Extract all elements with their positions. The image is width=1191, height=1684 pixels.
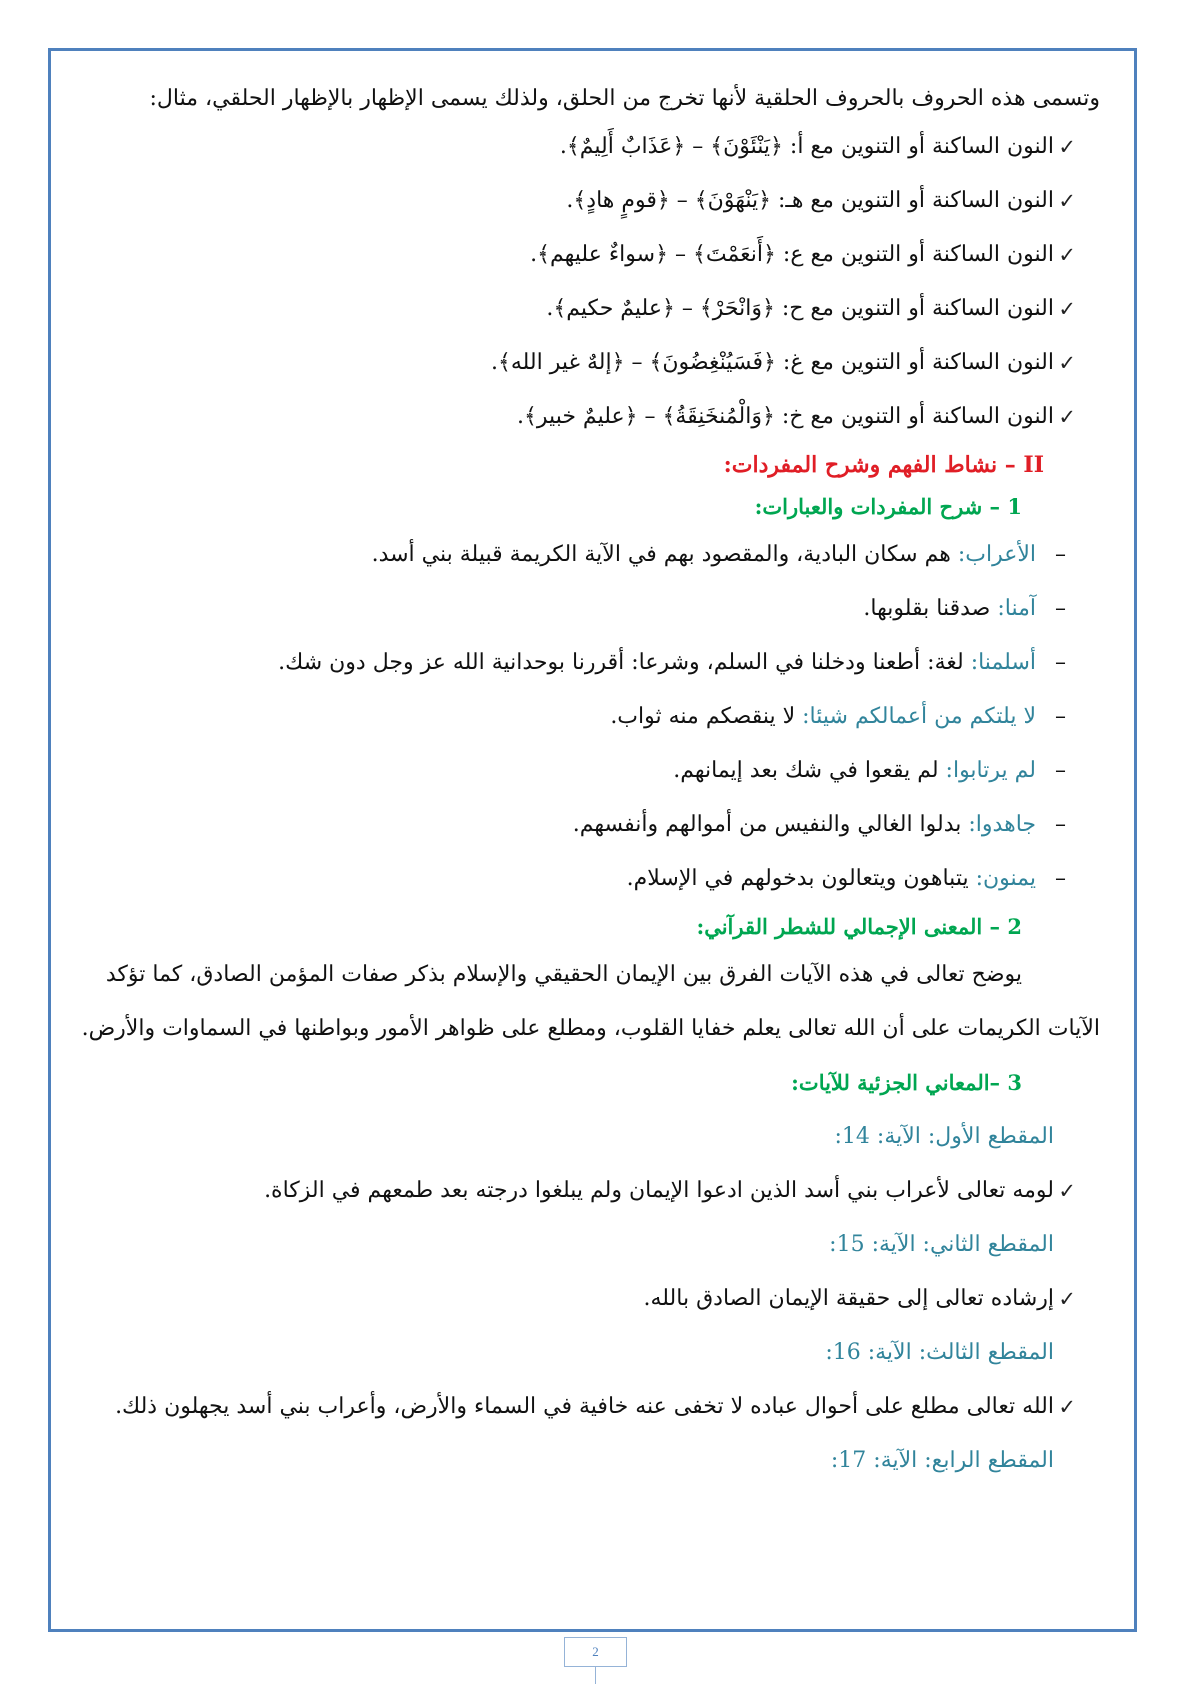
list-item: ✓ النون الساكنة أو التنوين مع غ: ﴿فَسَيُنْغِضُونَ﴾ – ﴿إلهٌ غير الله﴾. [80,336,1100,390]
page-number-stem [595,1667,596,1684]
check-icon: ✓ [1058,135,1076,159]
summary-paragraph: يوضح تعالى في هذه الآيات الفرق بين الإيمان الحقيقي والإسلام بذكر صفات المؤمن الصادق، كما تؤكد [105,962,1022,987]
subsection-heading: 3 –المعاني الجزئية للآيات: [791,1070,1022,1095]
vocab-term: آمنا: [997,596,1036,621]
vocab-item: – لم يرتابوا: لم يقعوا في شك بعد إيمانهم. [673,758,1066,783]
document-body [80,78,1100,1488]
subsection-heading: 2 – المعنى الإجمالي للشطر القرآني: [696,914,1022,939]
segment-label: المقطع الأول: الآية: 14: [834,1124,1054,1149]
list-item: ✓ النون الساكنة أو التنوين مع أ: ﴿يَنْئَوْنَ﴾ – ﴿عَذَابٌ أَلِيمٌ﴾. [80,120,1100,174]
vocab-term: لا يلتكم من أعمالكم شيئا: [802,704,1036,729]
vocab-item: – يمنون: يتباهون ويتعالون بدخولهم في الإسلام. [626,866,1066,891]
list-item: ✓ الله تعالى مطلع على أحوال عباده لا تخفى عنه خافية في السماء والأرض، وأعراب بني أسد يجهلون ذلك. [80,1380,1100,1434]
segment-label: المقطع الثالث: الآية: 16: [825,1340,1054,1365]
vocab-def: لا ينقصكم منه ثواب. [610,704,803,729]
vocab-def: يتباهون ويتعالون بدخولهم في الإسلام. [626,866,976,891]
subsection-heading: 1 – شرح المفردات والعبارات: [754,494,1022,519]
summary-paragraph: الآيات الكريمات على أن الله تعالى يعلم خفايا القلوب، ومطلع على ظواهر الأمور وبواطنها في السماوات والأرض. [81,1016,1100,1041]
vocab-term: يمنون: [975,866,1036,891]
list-item: ✓ النون الساكنة أو التنوين مع ع: ﴿أَنعَمْتَ﴾ – ﴿سواءٌ عليهم﴾. [80,228,1100,282]
vocab-term: جاهدوا: [968,812,1036,837]
check-icon: ✓ [1058,243,1076,267]
page-number: 2 [564,1637,627,1667]
section-heading: II – نشاط الفهم وشرح المفردات: [723,452,1044,478]
check-icon: ✓ [1058,1395,1076,1419]
vocab-item: – آمنا: صدقنا بقلوبها. [863,596,1066,621]
check-icon: ✓ [1058,1287,1076,1311]
check-icon: ✓ [1058,351,1076,375]
vocab-item: – الأعراب: هم سكان البادية، والمقصود بهم في الآية الكريمة قبيلة بني أسد. [371,542,1066,567]
vocab-item: – جاهدوا: بدلوا الغالي والنفيس من أموالهم وأنفسهم. [572,812,1066,837]
segment-label: المقطع الرابع: الآية: 17: [830,1448,1054,1473]
vocab-term: أسلمنا: [970,650,1036,675]
check-icon: ✓ [1058,297,1076,321]
check-icon: ✓ [1058,405,1076,429]
segment-label: المقطع الثاني: الآية: 15: [829,1232,1054,1257]
list-item: ✓ النون الساكنة أو التنوين مع خ: ﴿وَالْمُنخَنِقَةُ﴾ – ﴿عليمٌ خبير﴾. [80,390,1100,444]
check-icon: ✓ [1058,189,1076,213]
vocab-def: لم يقعوا في شك بعد إيمانهم. [673,758,946,783]
list-item: ✓ النون الساكنة أو التنوين مع هـ: ﴿يَنْهَوْنَ﴾ – ﴿قومٍ هادٍ﴾. [80,174,1100,228]
vocab-term: الأعراب: [957,542,1036,567]
vocab-item: – أسلمنا: لغة: أطعنا ودخلنا في السلم، وشرعا: أقررنا بوحدانية الله عز وجل دون شك. [278,650,1066,675]
list-item: ✓ النون الساكنة أو التنوين مع ح: ﴿وَانْحَرْ﴾ – ﴿عليمٌ حكيم﴾. [80,282,1100,336]
check-icon: ✓ [1058,1179,1076,1203]
list-item: ✓ لومه تعالى لأعراب بني أسد الذين ادعوا الإيمان ولم يبلغوا درجته بعد طمعهم في الزكاة. [80,1164,1100,1218]
vocab-def: بدلوا الغالي والنفيس من أموالهم وأنفسهم. [572,812,969,837]
list-item: ✓ إرشاده تعالى إلى حقيقة الإيمان الصادق بالله. [80,1272,1100,1326]
vocab-item: – لا يلتكم من أعمالكم شيئا: لا ينقصكم منه ثواب. [610,704,1066,729]
vocab-def: صدقنا بقلوبها. [863,596,998,621]
vocab-term: لم يرتابوا: [945,758,1036,783]
vocab-def: لغة: أطعنا ودخلنا في السلم، وشرعا: أقررنا بوحدانية الله عز وجل دون شك. [278,650,971,675]
vocab-def: هم سكان البادية، والمقصود بهم في الآية الكريمة قبيلة بني أسد. [371,542,958,567]
intro-paragraph: وتسمى هذه الحروف بالحروف الحلقية لأنها تخرج من الحلق، ولذلك يسمى الإظهار بالإظهار الحلقي، مثال: [149,86,1100,111]
